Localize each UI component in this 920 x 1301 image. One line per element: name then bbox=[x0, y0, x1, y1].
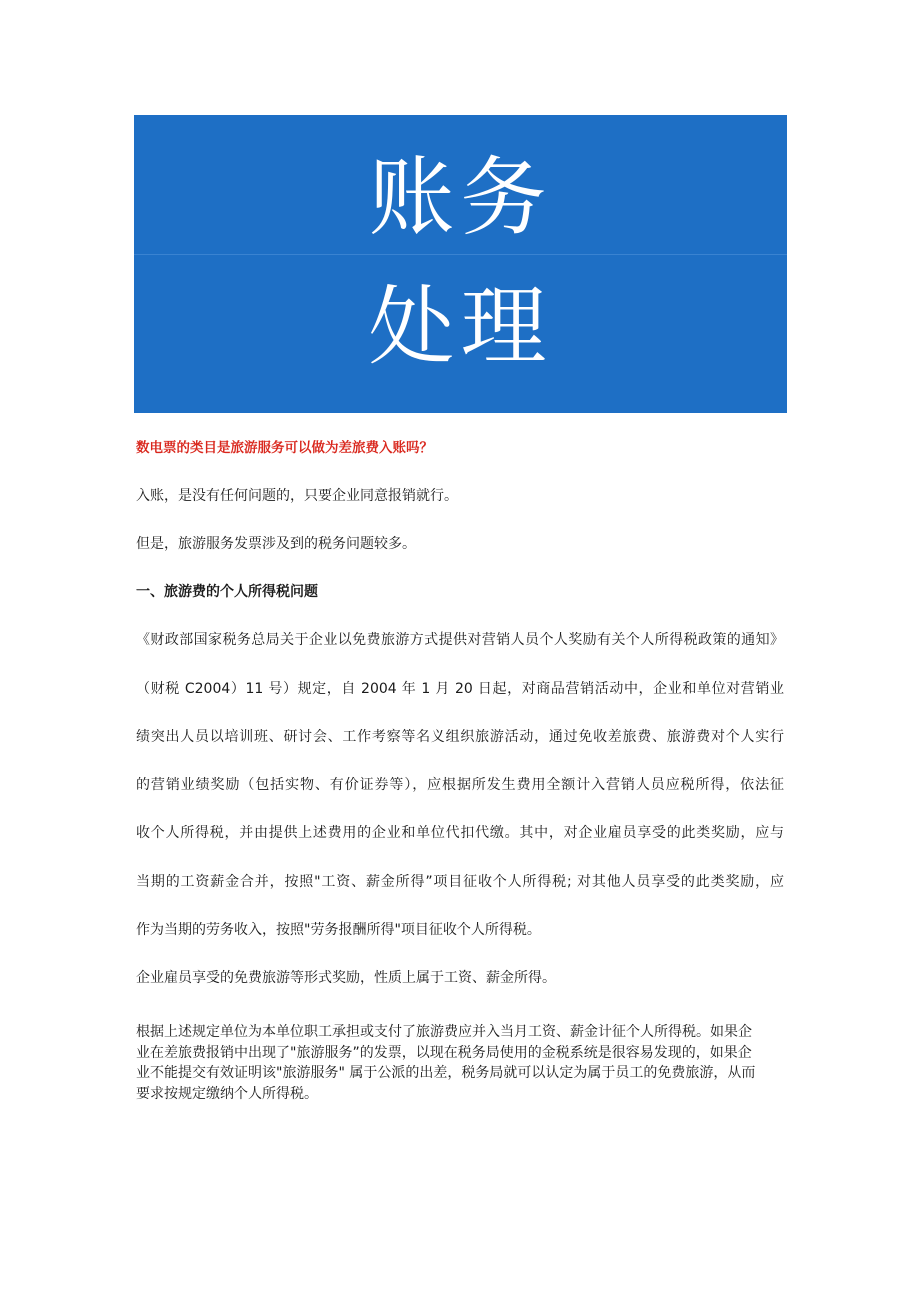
policy-line: 收个人所得税，并由提供上述费用的企业和单位代扣代缴。其中，对企业雇员享受的此类奖励，应与 bbox=[136, 825, 784, 841]
section-heading-1: 一、旅游费的个人所得税问题 bbox=[136, 584, 318, 600]
banner-title-line-1: 账务 bbox=[368, 148, 553, 248]
title-banner bbox=[134, 115, 787, 413]
policy-line: 的营销业绩奖励（包括实物、有价证券等），应根据所发生费用全额计入营销人员应税所得，依法征 bbox=[136, 777, 784, 793]
policy-line: （财税 C2004）11 号）规定，自 2004 年 1 月 20 日起，对商品营销活动中，企业和单位对营销业 bbox=[136, 681, 784, 697]
nature-statement: 企业雇员享受的免费旅游等形式奖励，性质上属于工资、薪金所得。 bbox=[136, 970, 556, 986]
question-heading: 数电票的类目是旅游服务可以做为差旅费入账吗？ bbox=[136, 440, 433, 456]
conclusion-line: 根据上述规定单位为本单位职工承担或支付了旅游费应并入当月工资、薪金计征个人所得税。如果企 bbox=[136, 1024, 752, 1040]
policy-line: 《财政部国家税务总局关于企业以免费旅游方式提供对营销人员个人奖励有关个人所得税政策的通知》 bbox=[136, 632, 784, 648]
banner-divider bbox=[134, 254, 787, 255]
answer-paragraph-1: 入账，是没有任何问题的，只要企业同意报销就行。 bbox=[136, 488, 458, 504]
conclusion-line: 要求按规定缴纳个人所得税。 bbox=[136, 1085, 318, 1102]
conclusion-line: 业在差旅费报销中出现了"旅游服务”的发票，以现在税务局使用的金税系统是很容易发现的，如果企 bbox=[136, 1044, 752, 1061]
conclusion-line: 业不能提交有效证明该"旅游服务" 属于公派的出差，税务局就可以认定为属于员工的免费旅游，从而 bbox=[136, 1065, 756, 1081]
policy-line: 作为当期的劳务收入，按照"劳务报酬所得"项目征收个人所得税。 bbox=[136, 922, 541, 938]
conclusion-paragraph bbox=[136, 1022, 786, 1104]
policy-line: 当期的工资薪金合并，按照"工资、薪金所得”项目征收个人所得税; 对其他人员享受的此类奖励，应 bbox=[136, 874, 784, 890]
banner-title-line-2: 处理 bbox=[368, 277, 553, 377]
answer-paragraph-2: 但是，旅游服务发票涉及到的税务问题较多。 bbox=[136, 536, 416, 552]
policy-line: 绩突出人员以培训班、研讨会、工作考察等名义组织旅游活动，通过免收差旅费、旅游费对个人实行 bbox=[136, 729, 784, 745]
